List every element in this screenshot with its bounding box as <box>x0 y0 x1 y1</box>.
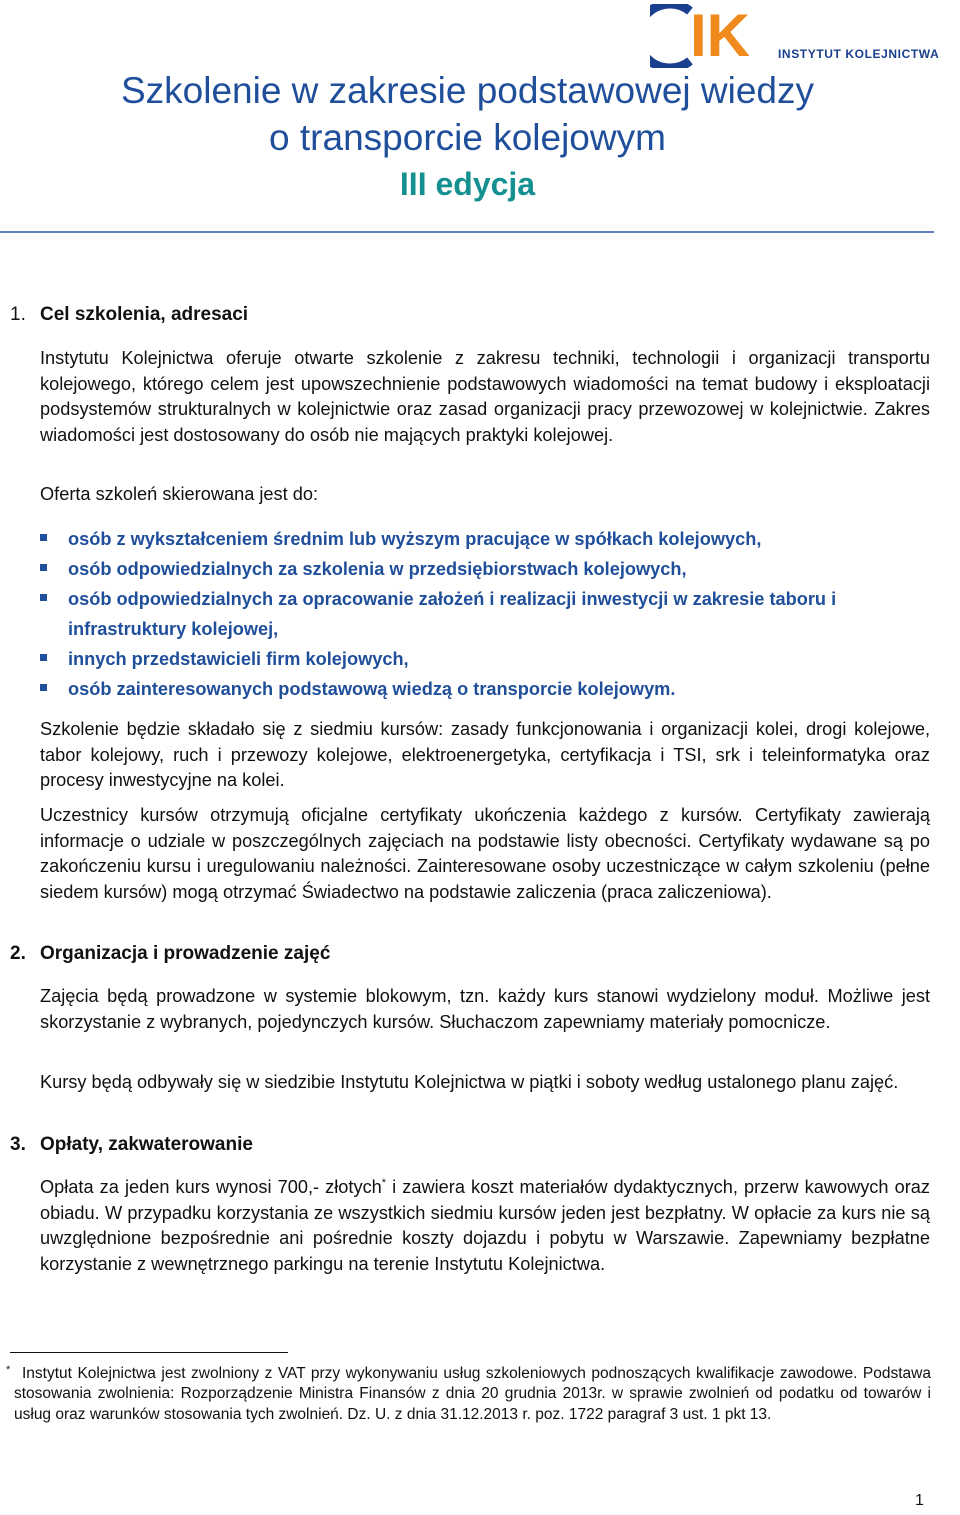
bullet-square-icon <box>40 684 47 691</box>
bullet-square-icon <box>40 564 47 571</box>
courses-paragraph: Szkolenie będzie składało się z siedmiu kursów: zasady funkcjonowania i organizacji kolei, drogi kolejowe, tabor kolejowy, ruch i przewozy kolejowe, elektroenergetyka, certyfikacja i TSI, srk i teleinformatyka oraz procesy inwestycyjne na kolei. <box>40 719 930 790</box>
section-1-intro: Instytutu Kolejnictwa oferuje otwarte szkolenie z zakresu techniki, technologii i organizacji transportu kolejowego, którego celem jest upowszechnienie podstawowych wiadomości na temat budowy i eksploatacji podsystemów strukturalnych w kolejnictwie oraz zasad organizacji pracy przewozowej w kolejnictwie. Zakres wiadomości jest dostosowany do osób nie mających praktyki kolejowej. <box>40 348 930 445</box>
bullet-square-icon <box>40 594 47 601</box>
bullet-square-icon <box>40 534 47 541</box>
section-3-title: Opłaty, zakwaterowanie <box>40 1134 253 1155</box>
fees-paragraph: Opłata za jeden kurs wynosi 700,- złotych* i zawiera koszt materiałów dydaktycznych, przerw kawowych oraz obiadu. W przypadku korzystania ze wszystkich siedmiu kursów jeden jest bezpłatny. W opłacie za kurs nie są uwzględnione bezpośrednie ani pośrednie koszty dojazdu i pobytu w Warszawie. Zapewniamy bezpłatne korzystanie z wewnętrznego parkingu na terenie Instytutu Kolejnictwa. <box>40 1177 930 1274</box>
section-3-number: 3. <box>10 1134 26 1155</box>
logo-caption: INSTYTUT KOLEJNICTWA <box>778 47 940 61</box>
footnote-reference: * <box>381 1177 387 1189</box>
logo <box>650 4 956 68</box>
list-item: osób z wykształceniem średnim lub wyższym pracujące w spółkach kolejowych, <box>40 524 932 554</box>
header-divider <box>0 231 934 233</box>
section-3-heading <box>10 1132 253 1158</box>
logo-letters: IK <box>690 4 750 68</box>
edition-label: III edycja <box>399 166 536 202</box>
footnote-separator <box>10 1352 288 1353</box>
footnote-text: Instytut Kolejnictwa jest zwolniony z VAT przy wykonywaniu usług szkoleniowych podnoszących kwalifikacje zawodowe. Podstawa stosowania zwolnienia: Rozporządzenie Ministra Finansów z dnia 20 grudnia 2013r. w sprawie zwolnień od podatku od towarów i usług oraz warunków stosowania tych zwolnień. Dz. U. z dnia 31.12.2013 r. poz. 1722 paragraf 3 ust. 1 pkt 13. <box>14 1365 931 1423</box>
document-title-line2: o transporcie kolejowym <box>269 117 666 158</box>
list-item: innych przedstawicieli firm kolejowych, <box>40 644 932 674</box>
footnote-mark: * <box>6 1364 11 1376</box>
section-2-heading <box>10 941 330 967</box>
section-2-number: 2. <box>10 943 26 964</box>
section-2-paragraph-1: Zajęcia będą prowadzone w systemie blokowym, tzn. każdy kurs stanowi wydzielony moduł. Możliwe jest skorzystanie z wybranych, pojedynczych kursów. Słuchaczom zapewniamy materiały pomocnicze. <box>40 986 930 1032</box>
list-item: osób zainteresowanych podstawową wiedzą o transporcie kolejowym. <box>40 674 932 704</box>
list-item: osób odpowiedzialnych za opracowanie założeń i realizacji inwestycji w zakresie taboru i infrastruktury kolejowej, <box>40 584 932 644</box>
page-number: 1 <box>915 1492 924 1509</box>
section-2-title: Organizacja i prowadzenie zajęć <box>40 943 331 964</box>
footnote <box>6 1364 931 1425</box>
list-item: osób odpowiedzialnych za szkolenia w przedsiębiorstwach kolejowych, <box>40 554 932 584</box>
audience-list <box>40 524 932 704</box>
document-title-line1: Szkolenie w zakresie podstawowej wiedzy <box>120 70 815 111</box>
certificates-paragraph: Uczestnicy kursów otrzymują oficjalne certyfikaty ukończenia każdego z kursów. Certyfikaty zawierają informacje o udziale w poszczególnych zajęciach na podstawie listy obecności. Certyfikaty wydawane są po zakończeniu kursu i uregulowaniu należności. Zainteresowane osoby uczestniczące w całym szkoleniu (pełne siedem kursów) mogą otrzymać Świadectwo na podstawie zaliczenia (praca zaliczeniowa). <box>40 805 930 902</box>
section-1-number: 1. <box>10 304 26 325</box>
offer-lead: Oferta szkoleń skierowana jest do: <box>40 484 318 504</box>
section-2-paragraph-2: Kursy będą odbywały się w siedzibie Instytutu Kolejnictwa w piątki i soboty według ustalonego planu zajęć. <box>40 1072 899 1092</box>
bullet-square-icon <box>40 654 47 661</box>
section-1-heading <box>10 302 248 328</box>
section-1-title: Cel szkolenia, adresaci <box>40 304 249 325</box>
